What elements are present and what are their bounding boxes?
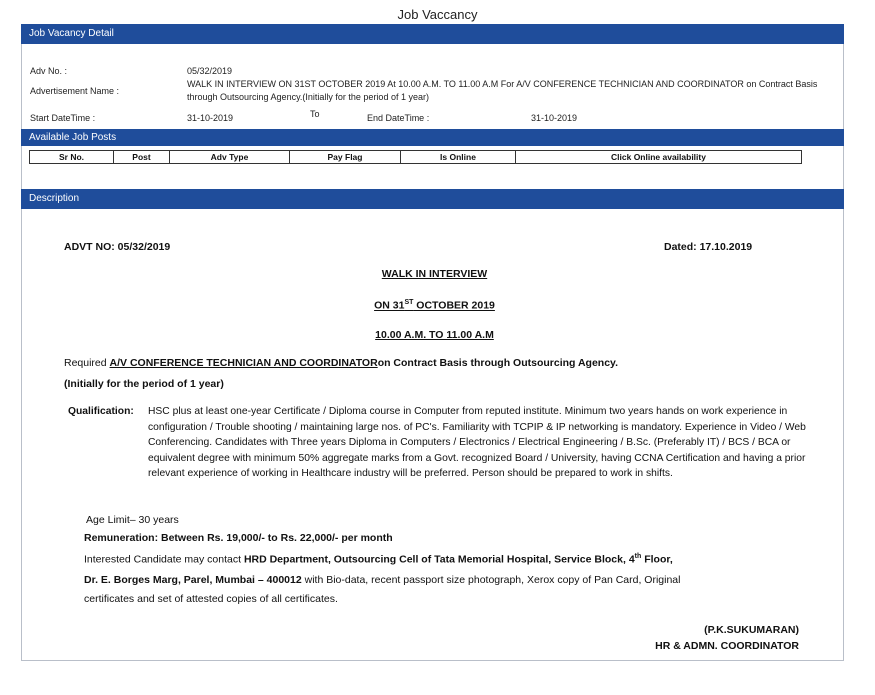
qualification-text: HSC plus at least one-year Certificate / Diploma course in Computer from reputed institute. Minimum two years hands on work experience in configuration / Trouble shooting / maintaining large nos. of PC's. Familiarity with TCPIP & IP networking is mandatory. Experience in Video / Web Conferencing. Candidates with Three years Diploma in Computers / Electronics / Electrical Engineering / B.Sc. (Preferably IT) / BCS / BCA or equivalent degree with minimum 50% aggregate marks from a Govt. recognized Board / University, having CCNA Certification and having a prior relevant experience of working in Healthcare industry will be preferred. Person should be prepared to work in shifts. xyxy=(148,406,806,479)
contact-documents: with Bio-data, recent passport size photograph, Xerox copy of Pan Card, Original xyxy=(301,574,681,586)
adv-no-value: 05/32/2019 xyxy=(187,66,233,76)
column-header-adv-type: Adv Type xyxy=(170,151,290,163)
initial-period: (Initially for the period of 1 year) xyxy=(64,378,224,390)
heading-walk-in-interview: WALK IN INTERVIEW xyxy=(381,268,488,280)
required-prefix: Required xyxy=(64,357,110,369)
qualification-label: Qualification: xyxy=(68,406,134,417)
heading-date-text: ON 31 xyxy=(374,299,405,312)
signatory-name: (P.K.SUKUMARAN) xyxy=(704,624,799,636)
page-title: Job Vaccancy xyxy=(397,7,478,22)
signatory-title: HR & ADMN. COORDINATOR xyxy=(655,640,799,652)
column-header-post: Post xyxy=(114,151,170,163)
adv-name-label: Advertisement Name : xyxy=(30,86,120,96)
end-datetime-value: 31-10-2019 xyxy=(531,113,578,123)
required-post-name: A/V CONFERENCE TECHNICIAN AND COORDINATOR xyxy=(109,357,378,369)
adv-no-label: Adv No. : xyxy=(30,66,68,76)
required-line xyxy=(64,357,618,369)
column-header-pay-flag: Pay Flag xyxy=(290,151,401,163)
contact-line-1 xyxy=(84,553,673,566)
heading-interview-date xyxy=(0,299,872,312)
posts-table xyxy=(29,150,802,164)
end-datetime-label: End DateTime : xyxy=(367,113,430,123)
section-header-description: Description xyxy=(21,189,844,209)
contact-floor: Floor, xyxy=(641,553,673,566)
heading-interview-time: 10.00 A.M. TO 11.00 A.M xyxy=(375,329,494,341)
contact-department: HRD Department, Outsourcing Cell of Tata Memorial Hospital, Service Block, 4 xyxy=(243,553,635,566)
section-header-vacancy-detail: Job Vacancy Detail xyxy=(21,24,844,44)
section-header-available-posts: Available Job Posts xyxy=(21,129,844,146)
contact-prefix: Interested Candidate may contact xyxy=(84,553,244,566)
age-limit: Age Limit– 30 years xyxy=(86,514,179,526)
adv-name-value: WALK IN INTERVIEW ON 31ST OCTOBER 2019 At 10.00 A.M. TO 11.00 A.M For A/V CONFERENCE TECHNICIAN AND COORDINATOR on Contract Basis through Outsourcing Agency.(Initially for the period of 1 year) xyxy=(187,79,818,102)
heading-date-suffix: ST xyxy=(404,299,414,306)
required-tail: on Contract Basis through Outsourcing Agency. xyxy=(377,357,619,369)
start-datetime-label: Start DateTime : xyxy=(30,113,96,123)
column-header-sr-no: Sr No. xyxy=(30,151,114,163)
column-header-click-online: Click Online availability xyxy=(611,152,706,162)
contact-floor-suffix: th xyxy=(634,553,642,560)
advt-date: Dated: 17.10.2019 xyxy=(664,241,753,253)
to-label: To xyxy=(310,109,320,119)
remuneration: Remuneration: Between Rs. 19,000/- to Rs. 22,000/- per month xyxy=(84,532,393,544)
contact-line-2 xyxy=(84,574,680,586)
contact-line-3: certificates and set of attested copies of all certificates. xyxy=(84,593,338,605)
column-header-is-online: Is Online xyxy=(401,151,516,163)
contact-address: Dr. E. Borges Marg, Parel, Mumbai – 400012 xyxy=(84,574,302,586)
advt-number: ADVT NO: 05/32/2019 xyxy=(64,241,171,253)
start-datetime-value: 31-10-2019 xyxy=(187,113,234,123)
heading-date-month: OCTOBER 2019 xyxy=(413,299,495,312)
